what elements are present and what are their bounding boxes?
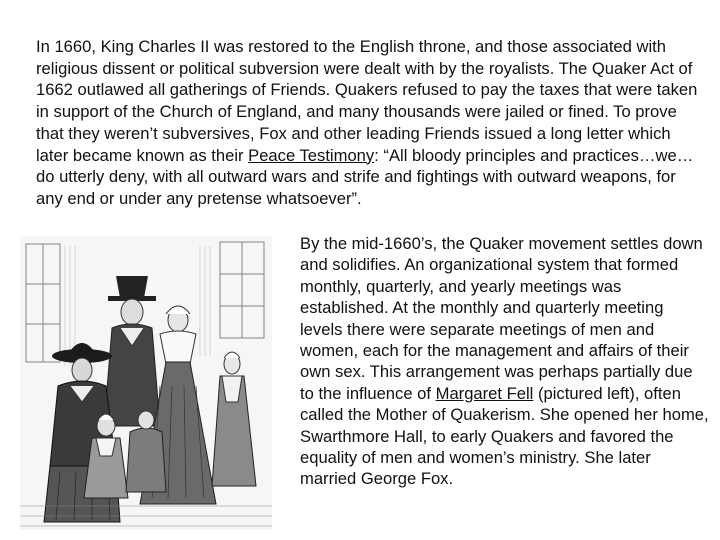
intro-paragraph (36, 36, 698, 210)
organization-paragraph (300, 233, 710, 490)
engraving-group-figures-icon (20, 236, 272, 530)
intro-quote-text: : “All bloody principles and practices…we…do utterly deny, with all outward wars and strife and fightings with outward weapons, for any end or under any pretense whatsoever”. (36, 145, 694, 208)
organization-tail-text: (pictured left), often called the Mother of Quakerism. She opened her home, Swarthmore Hall, to early Quakers and favored the equality of men and women’s ministry. She later married George Fox. (300, 383, 709, 489)
margaret-fell-illustration (20, 236, 272, 530)
peace-testimony-link[interactable]: Peace Testimony (248, 145, 375, 165)
intro-text: In 1660, King Charles II was restored to the English throne, and those associated with religious dissent or political subversion were dealt with by the royalists. The Quaker Act of 1662 outlawed all gatherings of Friends. Quakers refused to pay the taxes that were taken in support of the Church of England, and many thousands were jailed or fined. To prove that they weren’t subversives, Fox and other leading Friends issued a long letter which later became known as their (36, 37, 698, 165)
organization-text: By the mid-1660’s, the Quaker movement settles down and solidifies. An organizational system that formed monthly, quarterly, and yearly meetings was established. At the monthly and quarterly meeting levels there were separate meetings of men and women, each for the management and affairs of their own sex. This arrangement was perhaps partially due to the influence of (300, 234, 703, 403)
margaret-fell-link[interactable]: Margaret Fell (435, 383, 534, 403)
